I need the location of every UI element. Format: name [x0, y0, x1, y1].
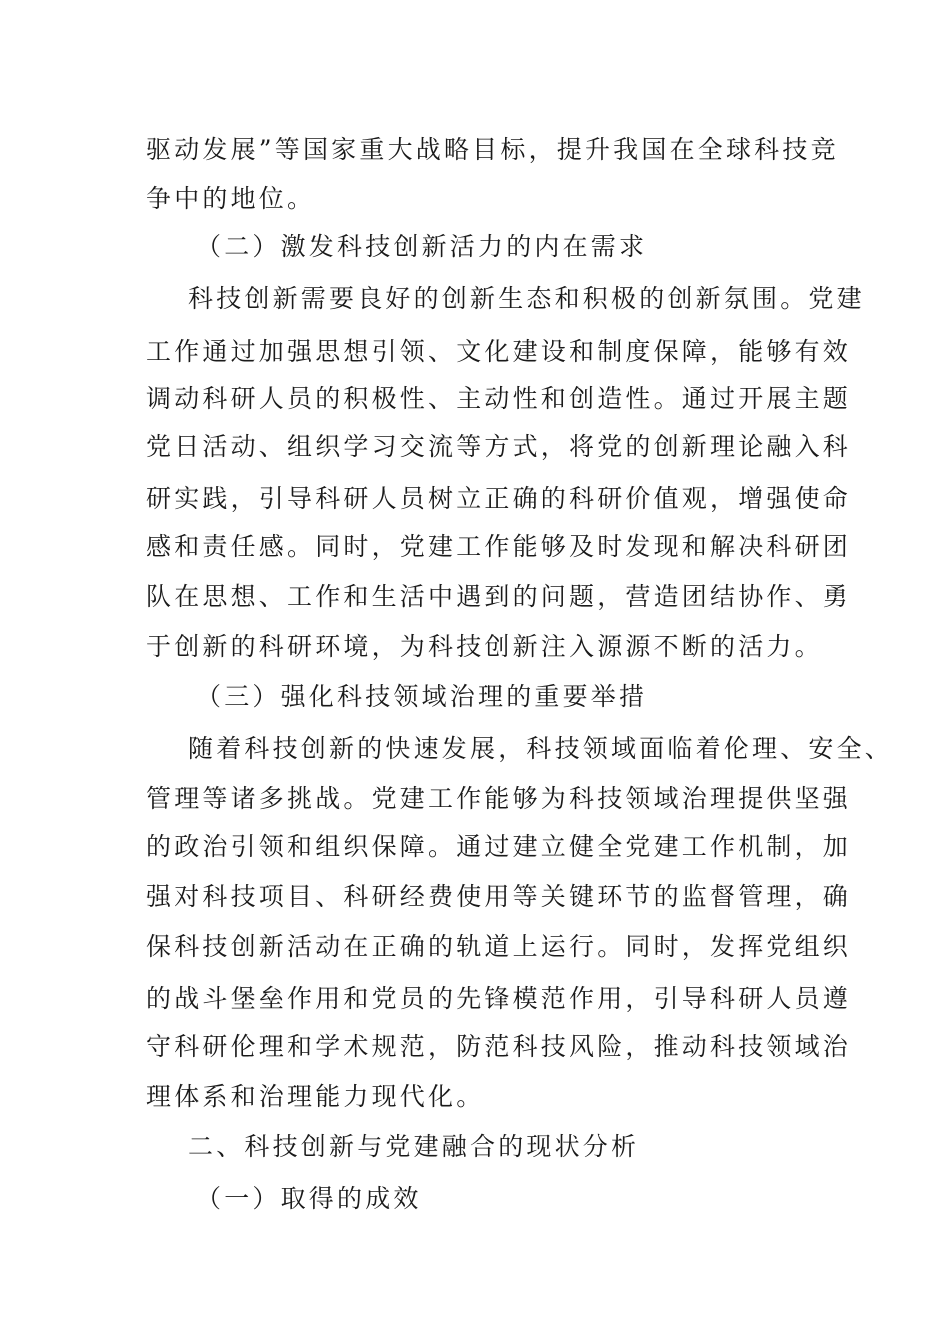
text-line: 强对科技项目、科研经费使用等关键环节的监督管理，确	[146, 882, 852, 911]
text-line: 感和责任感。同时，党建工作能够及时发现和解决科研团	[146, 532, 852, 561]
section-heading: （三）强化科技领域治理的重要举措	[196, 682, 648, 711]
text-line: 管理等诸多挑战。党建工作能够为科技领域治理提供坚强	[146, 784, 852, 813]
paragraph-first-line: 随着科技创新的快速发展，科技领域面临着伦理、安全、	[188, 734, 894, 763]
chapter-heading: 二、科技创新与党建融合的现状分析	[188, 1132, 640, 1161]
text-line: 于创新的科研环境，为科技创新注入源源不断的活力。	[146, 632, 823, 661]
text-line: 队在思想、工作和生活中遇到的问题，营造团结协作、勇	[146, 582, 852, 611]
text-line: 守科研伦理和学术规范，防范科技风险，推动科技领域治	[146, 1032, 852, 1061]
text-line: 的战斗堡垒作用和党员的先锋模范作用，引导科研人员遵	[146, 984, 852, 1013]
text-line: 研实践，引导科研人员树立正确的科研价值观，增强使命	[146, 484, 852, 513]
text-line: 理体系和治理能力现代化。	[146, 1082, 485, 1111]
text-line: 的政治引领和组织保障。通过建立健全党建工作机制，加	[146, 832, 852, 861]
section-heading: （二）激发科技创新活力的内在需求	[196, 232, 648, 261]
text-line: 党日活动、组织学习交流等方式，将党的创新理论融入科	[146, 432, 852, 461]
text-line: 工作通过加强思想引领、文化建设和制度保障，能够有效	[146, 337, 852, 366]
text-line: 争中的地位。	[146, 184, 316, 213]
paragraph-first-line: 科技创新需要良好的创新生态和积极的创新氛围。党建	[188, 284, 865, 313]
text-line: 调动科研人员的积极性、主动性和创造性。通过开展主题	[146, 384, 852, 413]
text-line: 保科技创新活动在正确的轨道上运行。同时，发挥党组织	[146, 932, 852, 961]
text-line: 驱动发展”等国家重大战略目标，提升我国在全球科技竞	[146, 135, 839, 164]
section-heading: （一）取得的成效	[196, 1184, 422, 1213]
